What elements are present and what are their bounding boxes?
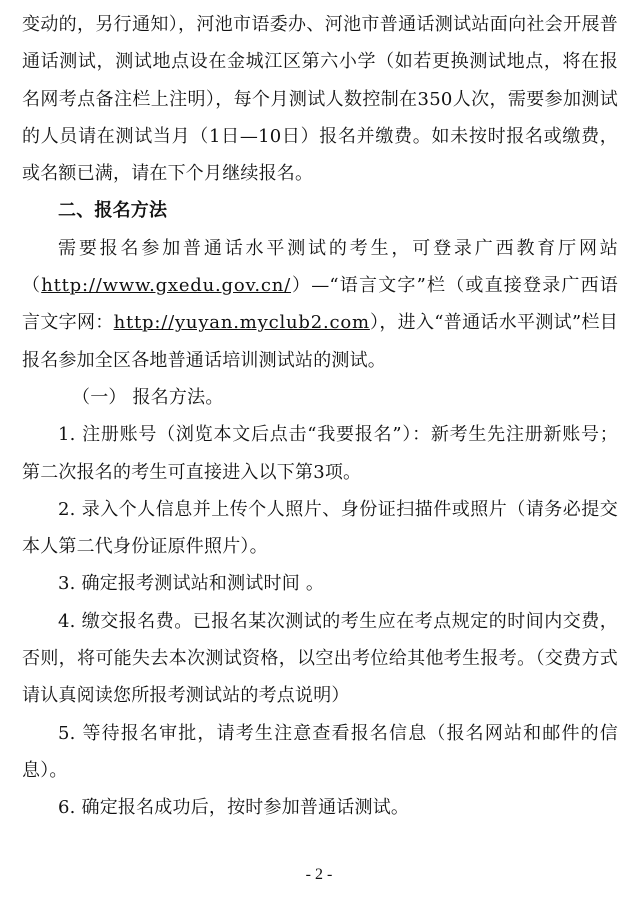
section-heading-registration: 二、报名方法 [58, 200, 168, 222]
list-item-register: 1. 注册账号（浏览本文后点击“我要报名”）：新考生先注册新账号；第二次报名的考生可直接进入以下第3项。 [22, 424, 618, 483]
list-item-attend-test: 6. 确定报名成功后，按时参加普通话测试。 [58, 797, 410, 819]
paragraph-text: ），进入“普通话水平测试”栏目报名参加全区各地普通话培训测试站的测试。 [22, 312, 619, 371]
gxedu-link[interactable]: http://www.gxedu.gov.cn/ [41, 275, 292, 297]
list-item-await-approval: 5. 等待报名审批，请考生注意查看报名信息（报名网站和邮件的信息）。 [22, 722, 618, 781]
paragraph-text: ）—“语言文字”栏（或直接登录广西语言文字网： [22, 275, 618, 334]
yuyan-link[interactable]: http://yuyan.myclub2.com [113, 312, 370, 334]
list-item-pay-fee: 4. 缴交报名费。已报名某次测试的考生应在考点规定的时间内交费，否则，将可能失去本次测试资格，以空出考位给其他考生报考。（交费方式请认真阅读您所报考测试站的考点说明） [22, 610, 618, 707]
paragraph-text: 需要报名参加普通话水平测试的考生，可登录广西教育厅网站（ [22, 237, 618, 297]
list-item-choose-station: 3. 确定报考测试站和测试时间 。 [58, 573, 325, 595]
page-number: - 2 - [305, 866, 333, 883]
paragraph-test-arrangement: 变动的，另行通知），河池市语委办、河池市普通话测试站面向社会开展普通话测试，测试地点设在金城江区第六小学（如若更换测试地点，将在报名网考点备注栏上注明），每个月测试人数控制在350人次，需要参加测试的人员请在测试当月（1日—10日）报名并缴费。如未按时报名或缴费，或名额已满，请在下个月继续报名。 [22, 14, 618, 185]
subsection-heading-method: （一） 报名方法。 [72, 386, 224, 408]
paragraph-registration-site [22, 230, 618, 379]
list-item-personal-info: 2. 录入个人信息并上传个人照片、身份证扫描件或照片（请务必提交本人第二代身份证原件照片）。 [22, 498, 618, 558]
document-body [22, 6, 618, 827]
